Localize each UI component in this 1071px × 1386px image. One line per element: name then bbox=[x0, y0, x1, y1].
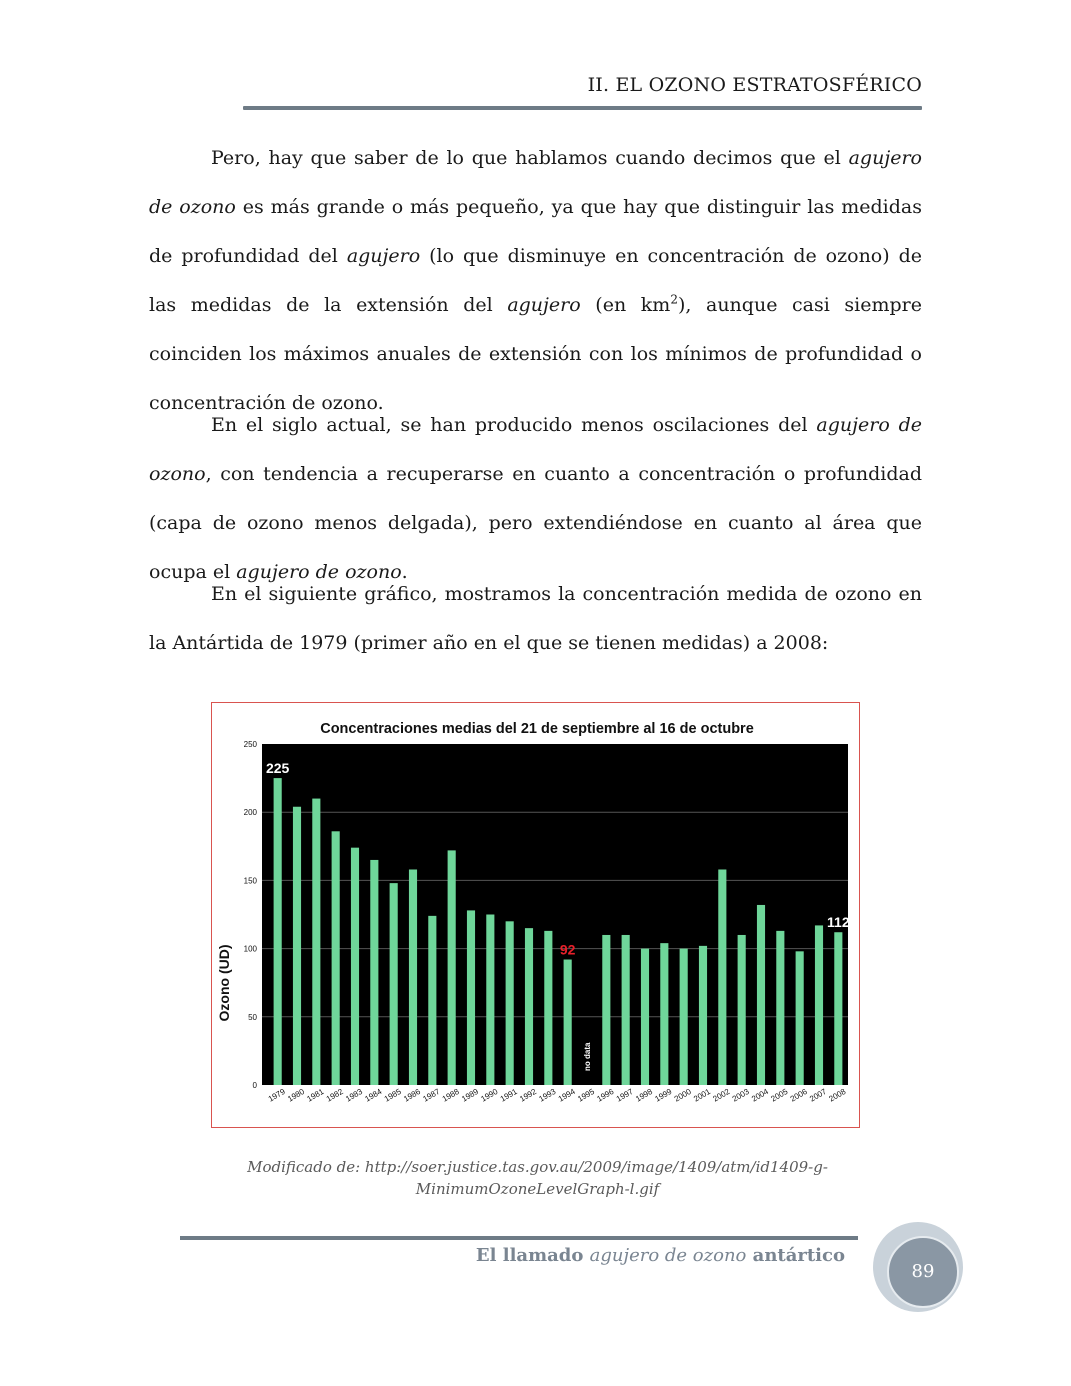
running-header: II. EL OZONO ESTRATOSFÉRICO bbox=[587, 74, 922, 96]
bar-1980 bbox=[293, 807, 301, 1085]
no-data-label: no data bbox=[583, 1042, 592, 1071]
bar-2008 bbox=[834, 932, 842, 1085]
x-tick-label: 2001 bbox=[692, 1086, 712, 1104]
p1-superscript: 2 bbox=[670, 292, 678, 307]
bar-2000 bbox=[680, 949, 688, 1085]
x-tick-label: 2003 bbox=[730, 1086, 751, 1104]
bar-1988 bbox=[448, 850, 456, 1085]
x-tick-label: 1994 bbox=[556, 1086, 577, 1104]
x-tick-label: 2002 bbox=[711, 1086, 732, 1104]
p2-text-3: . bbox=[401, 561, 408, 583]
bar-1986 bbox=[409, 869, 417, 1085]
bar-1999 bbox=[660, 943, 668, 1085]
x-tick-label: 1999 bbox=[653, 1086, 674, 1104]
header-rule bbox=[243, 106, 922, 110]
bar-2006 bbox=[796, 951, 804, 1085]
p1-text-4: (en km bbox=[580, 294, 671, 316]
data-label-1979: 225 bbox=[265, 760, 290, 777]
bar-2004 bbox=[757, 905, 765, 1085]
x-tick-label: 1985 bbox=[382, 1086, 403, 1104]
bar-1982 bbox=[332, 831, 340, 1085]
paragraph-2 bbox=[149, 401, 922, 597]
bar-1992 bbox=[525, 928, 533, 1085]
y-tick-label: 250 bbox=[243, 740, 257, 749]
p1-text-1: Pero, hay que saber de lo que hablamos cuando decimos que el bbox=[211, 147, 849, 169]
x-tick-label: 1993 bbox=[537, 1086, 558, 1104]
x-tick-label: 2006 bbox=[788, 1086, 809, 1104]
y-axis-label: Ozono (UD) bbox=[216, 944, 232, 1022]
bar-2002 bbox=[718, 869, 726, 1085]
x-tick-label: 1997 bbox=[614, 1086, 635, 1104]
bar-2001 bbox=[699, 946, 707, 1085]
p1-italic-2: agujero bbox=[346, 245, 421, 267]
bar-1991 bbox=[506, 921, 514, 1085]
paragraph-3 bbox=[149, 570, 922, 668]
x-tick-label: 1986 bbox=[402, 1086, 422, 1104]
data-label-1994: 92 bbox=[559, 941, 576, 958]
x-tick-label: 1990 bbox=[479, 1086, 500, 1104]
bar-2007 bbox=[815, 925, 823, 1085]
x-tick-label: 1992 bbox=[518, 1086, 538, 1104]
data-label-2008: 112 bbox=[827, 914, 850, 931]
x-tick-label: 1995 bbox=[576, 1086, 596, 1104]
x-tick-label: 1982 bbox=[324, 1086, 345, 1104]
bar-1989 bbox=[467, 910, 475, 1085]
x-tick-label: 1996 bbox=[595, 1086, 616, 1104]
footer-title bbox=[476, 1245, 845, 1266]
bar-1994 bbox=[564, 960, 572, 1085]
p2-text-1: En el siglo actual, se han producido menos oscilaciones del bbox=[211, 414, 817, 436]
x-tick-label: 1988 bbox=[440, 1086, 461, 1104]
bar-1997 bbox=[622, 935, 630, 1085]
figure-caption bbox=[230, 1156, 845, 1200]
bar-1996 bbox=[602, 935, 610, 1085]
chart-title: Concentraciones medias del 21 de septiembre al 16 de octubre bbox=[320, 721, 754, 737]
y-tick-label: 0 bbox=[252, 1081, 257, 1090]
x-tick-label: 1991 bbox=[498, 1086, 519, 1104]
bar-1993 bbox=[544, 931, 552, 1085]
bar-1985 bbox=[390, 883, 398, 1085]
p2-text-2: , con tendencia a recuperarse en cuanto a concentración o profundidad (capa de ozono menos delgada), pero extendiéndose en cuanto al área que ocupa el bbox=[149, 463, 922, 583]
ozone-chart-figure bbox=[211, 702, 860, 1128]
p2-italic-1: agujero de ozono bbox=[149, 414, 922, 485]
p1-italic-1: agujero de ozono bbox=[149, 147, 922, 218]
bar-1984 bbox=[370, 860, 378, 1085]
paragraph-1 bbox=[149, 134, 922, 428]
bar-2005 bbox=[776, 931, 784, 1085]
bar-1998 bbox=[641, 949, 649, 1085]
bar-1987 bbox=[428, 916, 436, 1085]
y-tick-label: 200 bbox=[243, 808, 257, 818]
bar-2003 bbox=[738, 935, 746, 1085]
x-tick-label: 2008 bbox=[827, 1086, 848, 1104]
x-tick-label: 1984 bbox=[363, 1086, 384, 1104]
x-tick-label: 1979 bbox=[266, 1086, 287, 1104]
y-tick-label: 150 bbox=[243, 876, 257, 886]
x-tick-label: 1989 bbox=[460, 1086, 480, 1104]
caption-line-1: Modificado de: http://soer.justice.tas.gov.au/2009/image/1409/atm/id1409-g- bbox=[247, 1158, 828, 1176]
x-tick-label: 2004 bbox=[750, 1086, 770, 1104]
p1-text-3: (lo que disminuye en concentración de ozono) de las medidas de la extensión del bbox=[149, 245, 923, 316]
x-tick-label: 2005 bbox=[769, 1086, 790, 1104]
ozone-bar-chart bbox=[212, 703, 859, 1127]
x-tick-label: 1987 bbox=[421, 1086, 442, 1104]
p1-italic-3: agujero bbox=[507, 294, 581, 316]
y-tick-label: 50 bbox=[248, 1012, 257, 1022]
x-tick-label: 1983 bbox=[344, 1086, 364, 1104]
page-number: 89 bbox=[887, 1236, 959, 1308]
bar-1981 bbox=[312, 799, 320, 1085]
x-tick-label: 2007 bbox=[808, 1086, 828, 1104]
p1-text-5: ), aunque casi siempre coinciden los máximos anuales de extensión con los mínimos de profundidad o concentración de ozono. bbox=[149, 294, 922, 414]
bar-1983 bbox=[351, 848, 359, 1085]
p1-text-2: es más grande o más pequeño, ya que hay que distinguir las medidas de profundidad del bbox=[149, 196, 922, 267]
x-tick-label: 1981 bbox=[305, 1086, 326, 1104]
caption-line-2: MinimumOzoneLevelGraph-l.gif bbox=[415, 1180, 660, 1198]
x-tick-label: 1998 bbox=[634, 1086, 654, 1104]
footer-title-part-2: antártico bbox=[746, 1245, 845, 1266]
footer-title-italic: agujero de ozono bbox=[589, 1245, 747, 1266]
x-tick-label: 1980 bbox=[286, 1086, 306, 1104]
p2-italic-2: agujero de ozono bbox=[236, 561, 402, 583]
footer-title-part-1: El llamado bbox=[475, 1245, 590, 1266]
y-tick-label: 100 bbox=[243, 944, 257, 954]
p3-text-1: En el siguiente gráfico, mostramos la concentración medida de ozono en la Antártida de 1979 (primer año en el que se tienen medidas) a 2008: bbox=[149, 583, 922, 654]
x-tick-label: 2000 bbox=[672, 1086, 693, 1104]
bar-1979 bbox=[274, 778, 282, 1085]
footer-rule bbox=[180, 1236, 858, 1240]
bar-1990 bbox=[486, 915, 494, 1086]
